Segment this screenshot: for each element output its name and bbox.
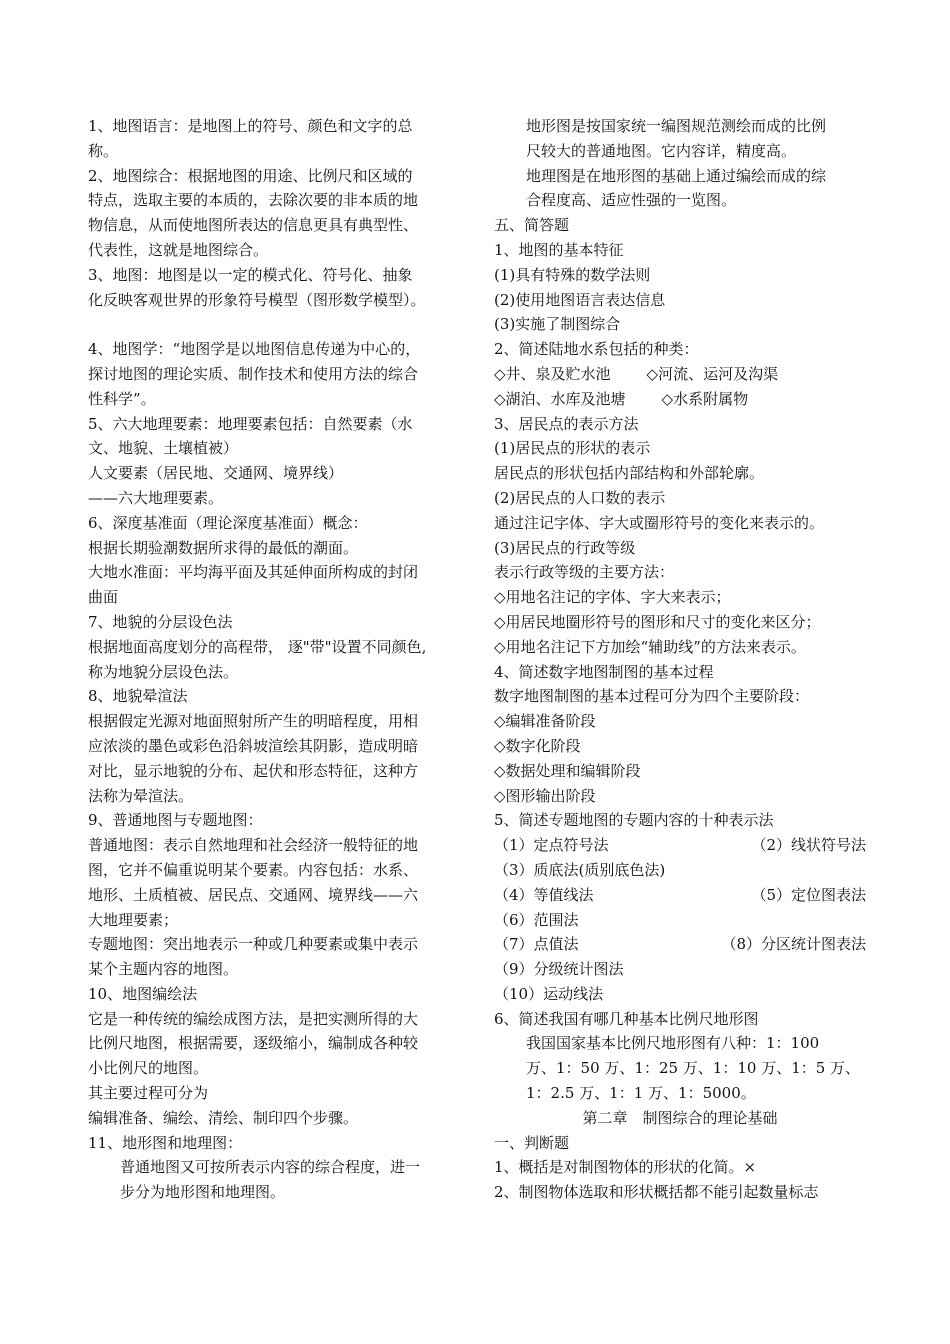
text-line: ——六大地理要素。 <box>88 488 224 507</box>
text-line: 1、概括是对制图物体的形状的化简。× <box>494 1158 757 1177</box>
text-line-pair <box>494 932 866 957</box>
text-line: 人文要素（居民地、交通网、境界线） <box>88 464 344 483</box>
text-line: 根据地面高度划分的高程带， 逐"带"设置不同颜色, <box>88 637 427 656</box>
text-item: ◇湖泊、水库及池塘 <box>494 389 626 408</box>
text-line: ◇数据处理和编辑阶段 <box>494 761 641 780</box>
text-line: 特点，选取主要的本质的，去除次要的非本质的地 <box>88 191 419 210</box>
chapter-heading: 第二章 制图综合的理论基础 <box>582 1108 778 1127</box>
text-line: 我国国家基本比例尺地形图有八种：1：100 <box>526 1034 820 1053</box>
text-line: 合程度高、适应性强的一览图。 <box>526 191 737 210</box>
text-line: 某个主题内容的地图。 <box>88 960 239 979</box>
text-line-pair <box>494 387 866 412</box>
left-column <box>88 114 460 1205</box>
text-item: （7）点值法 <box>494 935 579 954</box>
text-line: 一、判断题 <box>494 1133 570 1152</box>
text-line: 11、地形图和地理图： <box>88 1133 243 1152</box>
text-line: 5、简述专题地图的专题内容的十种表示法 <box>494 811 774 830</box>
text-line: 编辑准备、编绘、清绘、制印四个步骤。 <box>88 1108 359 1127</box>
text-line: 万、1：50 万、1：25 万、1：10 万、1：5 万、 <box>526 1059 861 1078</box>
text-line: 对比，显示地貌的分布、起伏和形态特征，这种方 <box>88 761 419 780</box>
text-line: 物信息，从而使地图所表达的信息更具有典型性、 <box>88 216 419 235</box>
text-line: 尺较大的普通地图。它内容详，精度高。 <box>526 141 797 160</box>
text-line: 4、简述数字地图制图的基本过程 <box>494 662 714 681</box>
text-line: 普通地图：表示自然地理和社会经济一般特征的地 <box>88 836 419 855</box>
text-line: 根据长期验潮数据所求得的最低的潮面。 <box>88 538 359 557</box>
text-line: 曲面 <box>88 588 119 607</box>
text-line: 2、制图物体选取和形状概括都不能引起数量标志 <box>494 1183 819 1202</box>
text-line: 10、地图编绘法 <box>88 984 198 1003</box>
text-line: 其主要过程可分为 <box>88 1084 209 1103</box>
text-line: （6）范围法 <box>494 910 579 929</box>
text-line: 通过注记字体、字大或圈形符号的变化来表示的。 <box>494 513 825 532</box>
text-item: （4）等值线法 <box>494 885 594 904</box>
text-line-pair <box>494 362 866 387</box>
text-line: ◇用地名注记下方加绘“辅助线”的方法来表示。 <box>494 637 806 656</box>
text-line: 它是一种传统的编绘成图方法，是把实测所得的大 <box>88 1009 419 1028</box>
text-item: （8）分区统计图表法 <box>721 935 866 954</box>
text-line: 8、地貌晕渲法 <box>88 687 188 706</box>
text-line: 地形图是按国家统一编图规范测绘而成的比例 <box>526 117 827 135</box>
text-line: 根据假定光源对地面照射所产生的明暗程度，用相 <box>88 712 419 731</box>
text-item: ◇水系附属物 <box>661 389 749 408</box>
text-line: 1：2.5 万、1：1 万、1：5000。 <box>526 1084 756 1103</box>
text-line: 比例尺地图，根据需要，逐级缩小，编制成各种较 <box>88 1034 419 1053</box>
text-line: ◇数字化阶段 <box>494 736 581 755</box>
text-line: 法称为晕渲法。 <box>88 786 194 805</box>
text-line: (3)居民点的行政等级 <box>494 538 636 557</box>
text-line: (1)具有特殊的数学法则 <box>494 265 651 284</box>
text-line: 大地理要素； <box>88 910 179 929</box>
text-line: ◇图形输出阶段 <box>494 786 596 805</box>
text-line: 专题地图：突出地表示一种或几种要素或集中表示 <box>88 935 419 954</box>
text-line: 数字地图制图的基本过程可分为四个主要阶段： <box>494 687 810 706</box>
text-line: 1、地图语言：是地图上的符号、颜色和文字的总 <box>88 117 413 135</box>
right-column <box>494 114 866 1205</box>
text-line: 1、地图的基本特征 <box>494 240 624 259</box>
text-line: 居民点的形状包括内部结构和外部轮廓。 <box>494 464 765 483</box>
text-line: 步分为地形图和地理图。 <box>120 1183 286 1202</box>
text-line <box>88 312 460 337</box>
text-line: 6、深度基准面（理论深度基准面）概念： <box>88 513 368 532</box>
text-line: 地理图是在地形图的基础上通过编绘而成的综 <box>526 166 827 185</box>
text-line: (2)使用地图语言表达信息 <box>494 290 666 309</box>
text-line: (2)居民点的人口数的表示 <box>494 488 666 507</box>
text-line: 小比例尺的地图。 <box>88 1059 209 1078</box>
text-line: 2、地图综合：根据地图的用途、比例尺和区域的 <box>88 166 413 185</box>
text-line: （10）运动线法 <box>494 984 604 1003</box>
text-line: (3)实施了制图综合 <box>494 315 621 334</box>
text-line-pair <box>494 833 866 858</box>
text-line: 称为地貌分层设色法。 <box>88 662 239 681</box>
text-line: 大地水准面：平均海平面及其延伸面所构成的封闭 <box>88 563 419 582</box>
text-line-pair <box>494 883 866 908</box>
text-line: 3、居民点的表示方法 <box>494 414 639 433</box>
text-line: 3、地图：地图是以一定的模式化、符号化、抽象 <box>88 265 413 284</box>
text-line: 地形、土质植被、居民点、交通网、境界线——六 <box>88 885 419 904</box>
text-item: （2）线状符号法 <box>751 836 866 855</box>
text-line: 4、地图学：“地图学是以地图信息传递为中心的， <box>88 340 421 359</box>
text-line: 化反映客观世界的形象符号模型（图形数学模型）。 <box>88 290 426 309</box>
text-item: ◇井、泉及贮水池 <box>494 364 611 383</box>
text-line: （9）分级统计图法 <box>494 960 624 979</box>
text-item: （1）定点符号法 <box>494 836 609 855</box>
text-line: 文、地貌、土壤植被） <box>88 439 239 458</box>
text-line: 称。 <box>88 141 119 160</box>
text-line: （3）质底法(质别底色法) <box>494 860 666 879</box>
text-line: 7、地貌的分层设色法 <box>88 612 233 631</box>
text-line: 9、普通地图与专题地图： <box>88 811 263 830</box>
text-line: 2、简述陆地水系包括的种类： <box>494 340 699 359</box>
text-line: 表示行政等级的主要方法： <box>494 563 675 582</box>
text-item: ◇河流、运河及沟渠 <box>646 364 779 383</box>
text-line: ◇用居民地圈形符号的图形和尺寸的变化来区分； <box>494 612 821 631</box>
text-line: 6、简述我国有哪几种基本比例尺地形图 <box>494 1009 759 1028</box>
text-line: (1)居民点的形状的表示 <box>494 439 651 458</box>
text-line: 探讨地图的理论实质、制作技术和使用方法的综合 <box>88 364 419 383</box>
text-line: 普通地图又可按所表示内容的综合程度，进一 <box>120 1158 421 1177</box>
text-line: 性科学”。 <box>88 389 156 408</box>
text-line: ◇编辑准备阶段 <box>494 712 596 731</box>
text-line: 应浓淡的墨色或彩色沿斜坡渲绘其阴影，造成明暗 <box>88 736 419 755</box>
text-line: ◇用地名注记的字体、字大来表示； <box>494 588 731 607</box>
text-line: 代表性，这就是地图综合。 <box>88 240 269 259</box>
text-item: （5）定位图表法 <box>751 885 866 904</box>
text-line: 5、六大地理要素：地理要素包括：自然要素（水 <box>88 414 413 433</box>
text-line: 图，它并不偏重说明某个要素。内容包括：水系、 <box>88 860 419 879</box>
text-line: 五、简答题 <box>494 216 570 235</box>
